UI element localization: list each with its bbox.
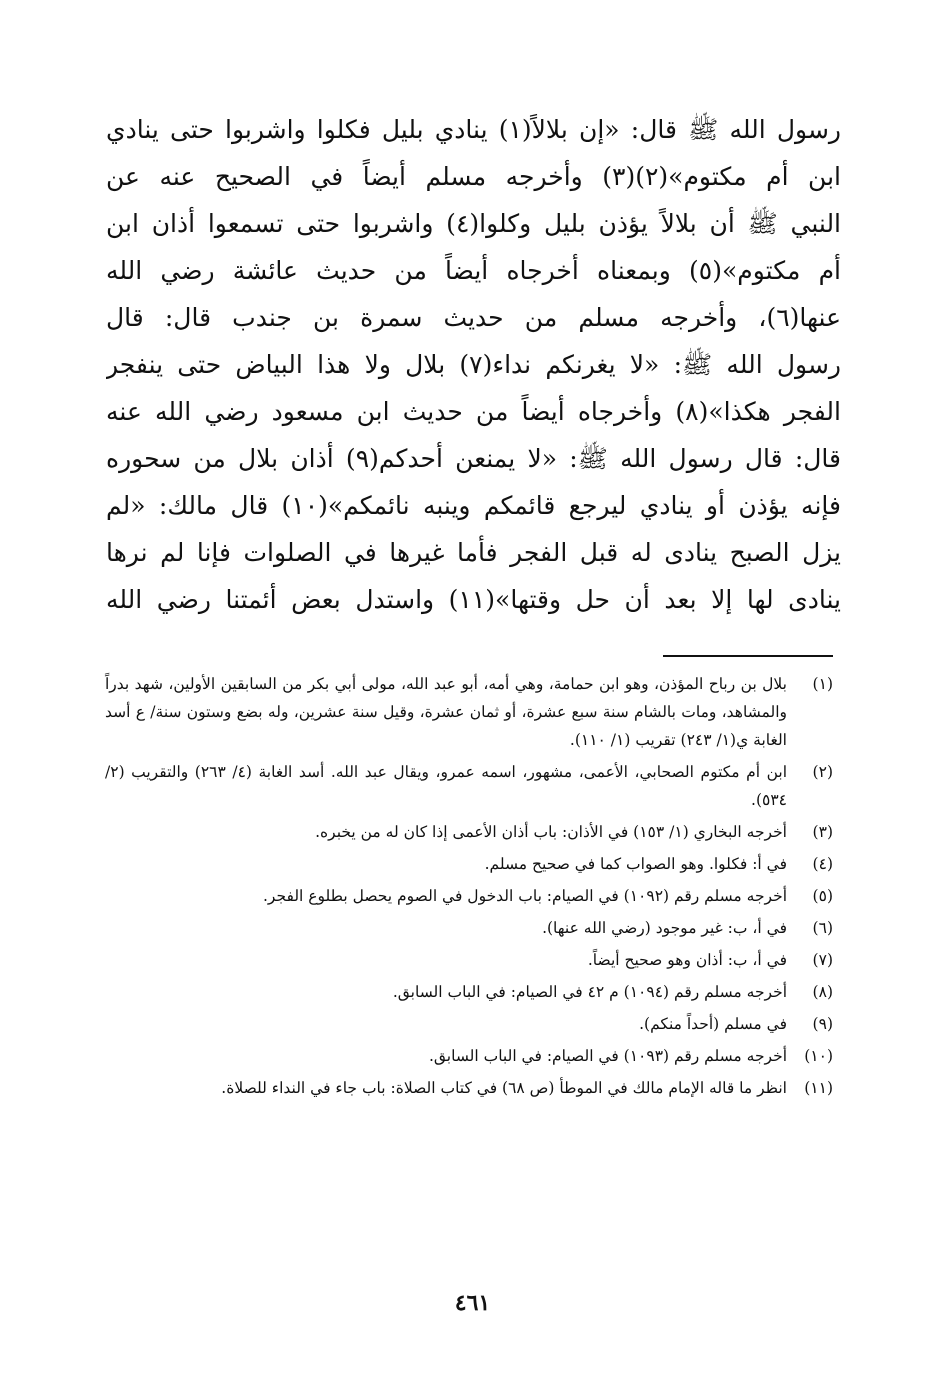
footnote bbox=[105, 850, 833, 878]
main-text-line: رسول الله ﷺ قال: «إن بلالاً(١) ينادي بليل فكلوا واشربوا حتى ينادي bbox=[106, 115, 841, 144]
page-number: ٤٦١ bbox=[454, 1290, 491, 1316]
footnote-text: ابن أم مكتوم الصحابي، الأعمى، مشهور، اسمه عمرو، ويقال عبد الله. أسد الغابة (٤/ ٢٦٣) والتقريب (٢/ ٥٣٤). bbox=[105, 763, 787, 809]
footnote-text: في أ، ب: أذان وهو صحيح أيضاً. bbox=[587, 951, 787, 969]
footnote bbox=[105, 758, 833, 814]
main-text-line: ينادى لها إلا بعد أن حل وقتها»(١١) واستدل بعض أئمتنا رضي الله bbox=[106, 585, 841, 614]
main-text-line: أم مكتوم»(٥) وبمعناه أخرجاه أيضاً من حديث عائشة رضي الله bbox=[106, 256, 841, 285]
footnote bbox=[105, 1042, 833, 1070]
footnote-number: (٤) bbox=[812, 855, 833, 873]
footnote bbox=[105, 1010, 833, 1038]
footnote-number: (١١) bbox=[804, 1079, 833, 1097]
footnote-text: أخرجه مسلم رقم (١٠٩٤) م ٤٢ في الصيام: في الباب السابق. bbox=[392, 983, 787, 1001]
footnote bbox=[105, 1074, 833, 1102]
main-text-line: قال: قال رسول الله ﷺ: «لا يمنعن أحدكم(٩) أذان بلال من سحوره bbox=[106, 444, 841, 473]
main-text-line: ابن أم مكتوم»(٢)(٣) وأخرجه مسلم أيضاً في الصحيح عنه عن bbox=[106, 162, 841, 191]
footnote bbox=[105, 818, 833, 846]
footnote-text: في أ: فكلوا. وهو الصواب كما في صحيح مسلم. bbox=[484, 855, 787, 873]
footnote-text: في مسلم (أحداً منكم). bbox=[639, 1015, 787, 1033]
footnote-text: أخرجه مسلم رقم (١٠٩٣) في الصيام: في الباب السابق. bbox=[428, 1047, 787, 1065]
main-text-line: يزل الصبح ينادى له قبل الفجر فأما غيرها في الصلوات فإنا لم نرها bbox=[106, 538, 841, 567]
main-text-body bbox=[106, 106, 841, 623]
main-text-line: عنها(٦)، وأخرجه مسلم من حديث سمرة بن جندب قال: قال bbox=[106, 303, 841, 332]
footnote bbox=[105, 946, 833, 974]
footnote-number: (١٠) bbox=[804, 1047, 833, 1065]
footnote-number: (٥) bbox=[812, 887, 833, 905]
footnote-number: (٩) bbox=[812, 1015, 833, 1033]
footnote-text: انظر ما قاله الإمام مالك في الموطأ (ص ٦٨) في كتاب الصلاة: باب جاء في النداء للصلاة. bbox=[221, 1079, 787, 1097]
main-text-line: الفجر هكذا»(٨) وأخرجاه أيضاً من حديث ابن مسعود رضي الله عنه bbox=[106, 397, 841, 426]
footnote-text: في أ، ب: غير موجود (رضي الله عنها). bbox=[542, 919, 787, 937]
footnote-number: (٧) bbox=[812, 951, 833, 969]
footnote-number: (٦) bbox=[812, 919, 833, 937]
footnote-number: (٣) bbox=[812, 823, 833, 841]
footnote bbox=[105, 670, 833, 754]
footnote-text: أخرجه مسلم رقم (١٠٩٢) في الصيام: باب الدخول في الصوم يحصل بطلوع الفجر. bbox=[263, 887, 787, 905]
footnote-number: (٨) bbox=[812, 983, 833, 1001]
main-text-line: النبي ﷺ أن بلالاً يؤذن بليل وكلوا(٤) واشربوا حتى تسمعوا أذان ابن bbox=[106, 209, 841, 238]
footnote bbox=[105, 882, 833, 910]
main-text-line: فإنه يؤذن أو ينادي ليرجع قائمكم وينبه نائمكم»(١٠) قال مالك: «لم bbox=[106, 491, 841, 520]
footnote bbox=[105, 978, 833, 1006]
footnote bbox=[105, 914, 833, 942]
footnote-number: (١) bbox=[812, 675, 833, 693]
footnotes-section bbox=[105, 670, 833, 1106]
footnote-number: (٢) bbox=[812, 763, 833, 781]
main-text-line: رسول الله ﷺ: «لا يغرنكم نداء(٧) بلال ولا هذا البياض حتى ينفجر bbox=[106, 350, 841, 379]
footnote-text: أخرجه البخاري (١/ ١٥٣) في الأذان: باب أذان الأعمى إذا كان له من يخبره. bbox=[315, 823, 787, 841]
footnote-separator bbox=[663, 655, 833, 657]
footnote-text: بلال بن رباح المؤذن، وهو ابن حمامة، وهي أمه، أبو عبد الله، مولى أبي بكر من السابقين الأولين، شهد بدراً والمشاهد، ومات بالشام سنة سبع عشرة، أو ثمان عشرة، وقيل سنة عشرين، وله بضع وستون سنة/ ع أسد الغابة ي(١/ ٢٤٣) تقريب (١/ ١١٠). bbox=[105, 675, 787, 749]
